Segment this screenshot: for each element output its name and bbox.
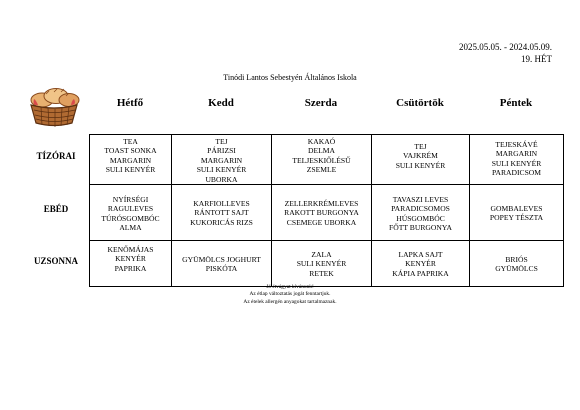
menu-table <box>89 134 564 287</box>
menu-cell: KENŐMÁJAS KENYÉR PAPRIKA <box>90 241 172 287</box>
menu-cell: BRIÓS GYÜMÖLCS <box>470 241 564 287</box>
date-range: 2025.05.05. - 2024.05.09. <box>459 42 552 52</box>
date-block <box>459 41 552 65</box>
menu-cell: NYÍRSÉGI RAGULEVES TÚRÓSGOMBÓC ALMA <box>90 185 172 241</box>
footer-line: Jó étvágyat kívánunk! <box>266 284 314 290</box>
menu-cell: ZELLERKRÉMLEVES RAKOTT BURGONYA CSEMEGE UBORKA <box>272 185 372 241</box>
day-header-monday: Hétfő <box>116 97 144 109</box>
menu-row-ebed <box>90 185 564 241</box>
day-header-wednesday: Szerda <box>304 97 338 109</box>
footer-line: Az étlap változtatás jogát fenntartjuk. <box>249 291 331 298</box>
meal-label-uzsonna: UZSONNA <box>33 256 78 266</box>
menu-cell: ZALA SULI KENYÉR RETEK <box>272 241 372 287</box>
menu-cell: LAPKA SAJT KENYÉR KÁPIA PAPRIKA <box>372 241 470 287</box>
menu-cell: KAKAÓ DELMA TELJESKIŐLÉSŰ ZSEMLE <box>272 135 372 185</box>
footer-line: Az ételek allergén anyagokat tartalmaznak. <box>243 298 337 305</box>
day-header-thursday: Csütörtök <box>396 97 444 109</box>
menu-cell: KARFIOLLEVES RÁNTOTT SAJT KUKORICÁS RIZS <box>172 185 272 241</box>
school-name: Tinódi Lantos Sebestyén Általános Iskola <box>223 73 357 82</box>
meal-label-ebed: EBÉD <box>43 204 69 214</box>
bread-basket-icon <box>26 85 82 129</box>
day-header-friday: Péntek <box>499 97 533 109</box>
menu-cell: TEA TOAST SONKA MARGARIN SULI KENYÉR <box>90 135 172 185</box>
menu-cell: TAVASZI LEVES PARADICSOMOS HÚSGOMBÓC FŐTT BURGONYA <box>372 185 470 241</box>
footer-notes <box>0 284 580 306</box>
menu-cell: GYÜMÖLCS JOGHURT PISKÓTA <box>172 241 272 287</box>
meal-label-tizorai: TÍZÓRAI <box>36 151 76 161</box>
menu-cell: TEJESKÁVÉ MARGARIN SULI KENYÉR PARADICSOM <box>470 135 564 185</box>
menu-cell: GOMBALEVES POPEY TÉSZTA <box>470 185 564 241</box>
week-number: 19. HÉT <box>521 54 552 64</box>
menu-row-tizorai <box>90 135 564 185</box>
menu-cell: TEJ VAJKRÉM SULI KENYÉR <box>372 135 470 185</box>
menu-row-uzsonna <box>90 241 564 287</box>
menu-cell: TEJ PÁRIZSI MARGARIN SULI KENYÉR UBORKA <box>172 135 272 185</box>
day-header-tuesday: Kedd <box>208 97 234 109</box>
